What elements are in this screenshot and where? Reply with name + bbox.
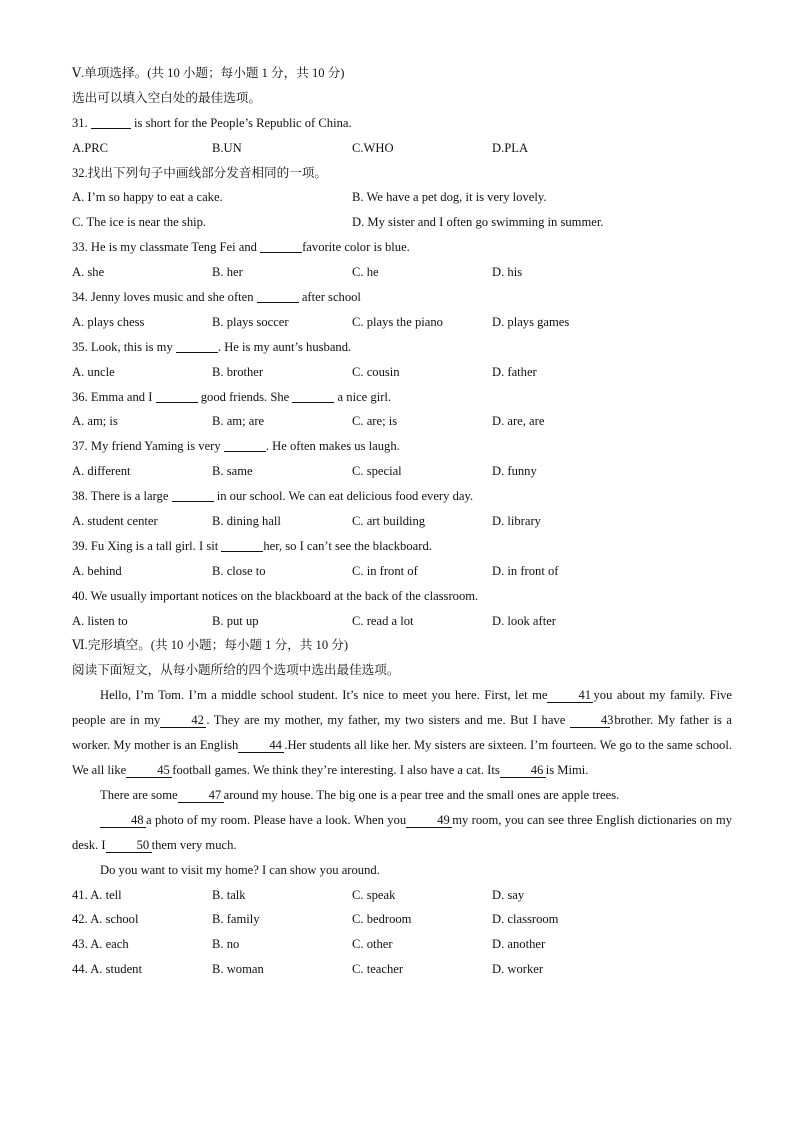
option-b: B.UN — [212, 140, 242, 155]
option-d: D. look after — [492, 613, 556, 628]
q31-text-post: is short for the People’s Republic of China. — [130, 115, 352, 130]
option-c: C. other — [352, 937, 393, 952]
q38-text-post: in our school. We can eat delicious food every day. — [213, 489, 474, 504]
option-d: D. plays games — [492, 314, 570, 329]
passage-text: .Her students all like her. My sisters are sixteen. I’m fourteen. We go to the same school. We all like — [72, 738, 733, 777]
question-43-options — [72, 932, 732, 957]
q39-text-pre: 39. Fu Xing is a tall girl. I sit — [72, 538, 222, 553]
question-36 — [72, 385, 732, 410]
option-c: C. The ice is near the ship. — [72, 215, 207, 230]
option-d: D. funny — [492, 464, 537, 479]
passage-text: is Mimi. — [545, 762, 589, 777]
blank-42: 42 — [160, 713, 206, 728]
question-37-options — [72, 459, 732, 484]
answer-blank — [224, 437, 266, 452]
option-b: B. put up — [212, 613, 259, 628]
passage-text: a photo of my room. Please have a look. When you — [146, 812, 407, 827]
option-d: D. are, are — [492, 414, 545, 429]
question-40: 40. We usually important notices on the blackboard at the back of the classroom. — [72, 588, 479, 603]
question-39-options — [72, 559, 732, 584]
option-c: C.WHO — [352, 140, 394, 155]
passage-text: There are some — [100, 787, 178, 802]
option-d: D.PLA — [492, 140, 529, 155]
q35-text-post: . He is my aunt’s husband. — [217, 339, 352, 354]
option-c: C. bedroom — [352, 912, 412, 927]
answer-blank — [221, 537, 263, 552]
option-a: 43. A. each — [72, 937, 129, 952]
question-41-options — [72, 883, 732, 908]
option-b: B. talk — [212, 887, 246, 902]
option-b: B. her — [212, 265, 243, 280]
q33-text-post: favorite color is blue. — [302, 240, 410, 255]
option-a: A. am; is — [72, 414, 118, 429]
q37-text-pre: 37. My friend Yaming is very — [72, 439, 224, 454]
option-c: C. speak — [352, 887, 396, 902]
passage-text: football games. We think they’re interesting. I also have a cat. Its — [172, 762, 500, 777]
passage-text: around my house. The big one is a pear tree and the small ones are apple trees. — [223, 787, 620, 802]
blank-48: 48 — [100, 813, 146, 828]
passage-text: my room, you can see three English dictionaries on my desk. I — [72, 812, 732, 852]
option-c: C. in front of — [352, 563, 418, 578]
blank-50: 50 — [106, 838, 152, 853]
q36-text-post: a nice girl. — [334, 389, 392, 404]
question-34-options — [72, 310, 732, 335]
option-b: B. dining hall — [212, 514, 281, 529]
option-b: B. am; are — [212, 414, 265, 429]
q39-text-post: her, so I can’t see the blackboard. — [263, 538, 432, 553]
option-c: C. teacher — [352, 962, 404, 977]
section6-title: Ⅵ.完形填空。(共 10 小题；每小题 1 分，共 10 分) — [72, 638, 349, 653]
question-35-options — [72, 360, 732, 385]
option-c: C. are; is — [352, 414, 398, 429]
q35-text-pre: 35. Look, this is my — [72, 339, 176, 354]
option-a: A.PRC — [72, 140, 109, 155]
option-b: B. same — [212, 464, 253, 479]
option-a: A. student center — [72, 514, 158, 529]
option-a: 41. A. tell — [72, 887, 122, 902]
option-d: D. classroom — [492, 912, 559, 927]
q33-text-pre: 33. He is my classmate Teng Fei and — [72, 240, 261, 255]
option-b: B. family — [212, 912, 260, 927]
answer-blank — [91, 114, 131, 129]
passage-text: Hello, I’m Tom. I’m a middle school student. It’s nice to meet you here. First, let me — [100, 688, 548, 703]
section6-instruction: 阅读下面短文，从每小题所给的四个选项中选出最佳选项。 — [72, 663, 400, 678]
option-d: D. worker — [492, 962, 544, 977]
blank-44: 44 — [238, 738, 284, 753]
question-33 — [72, 235, 732, 260]
passage-text: them very much. — [151, 837, 237, 852]
q34-text-post: after school — [298, 290, 361, 305]
q34-text-pre: 34. Jenny loves music and she often — [72, 290, 257, 305]
option-d: D. another — [492, 937, 546, 952]
option-c: C. he — [352, 265, 379, 280]
option-a: A. listen to — [72, 613, 128, 628]
question-32-options-cd — [72, 210, 732, 235]
option-c: C. special — [352, 464, 402, 479]
blank-45: 45 — [126, 763, 172, 778]
option-d: D. father — [492, 364, 537, 379]
q36-text-mid: good friends. She — [197, 389, 293, 404]
option-a: A. I’m so happy to eat a cake. — [72, 190, 223, 205]
option-d: D. library — [492, 514, 541, 529]
question-34 — [72, 285, 732, 310]
option-b: B. plays soccer — [212, 314, 289, 329]
passage-paragraph-1 — [72, 683, 732, 783]
question-36-options — [72, 409, 732, 434]
passage-text: . They are my mother, my father, my two sisters and me. But I have — [206, 713, 570, 728]
blank-41: 41 — [547, 688, 593, 703]
option-b: B. We have a pet dog, it is very lovely. — [352, 190, 547, 205]
option-a: A. different — [72, 464, 131, 479]
question-32: 32.找出下列句子中画线部分发音相同的一项。 — [72, 165, 328, 180]
option-d: D. in front of — [492, 563, 559, 578]
option-a: A. she — [72, 265, 105, 280]
exam-page — [72, 61, 732, 982]
answer-blank — [260, 238, 302, 253]
passage-text: you about my family. Five people are in my — [72, 688, 733, 728]
answer-blank — [176, 338, 218, 353]
blank-49: 49 — [406, 813, 452, 828]
option-b: B. brother — [212, 364, 264, 379]
section5-instruction: 选出可以填入空白处的最佳选项。 — [72, 90, 261, 105]
option-b: B. close to — [212, 563, 266, 578]
q31-text-pre: 31. — [72, 115, 91, 130]
option-c: C. plays the piano — [352, 314, 443, 329]
question-35 — [72, 335, 732, 360]
blank-43: 43 — [570, 713, 610, 728]
q37-text-post: . He often makes us laugh. — [265, 439, 400, 454]
answer-blank — [257, 288, 299, 303]
question-31-options — [72, 136, 732, 161]
question-40-options — [72, 609, 732, 634]
passage-text: brother. My father is a worker. My mother is an English — [72, 713, 732, 753]
answer-blank — [156, 388, 198, 403]
question-33-options — [72, 260, 732, 285]
question-37 — [72, 434, 732, 459]
option-d: D. his — [492, 265, 523, 280]
answer-blank — [172, 487, 214, 502]
option-d: D. say — [492, 887, 525, 902]
option-a: A. behind — [72, 563, 122, 578]
answer-blank — [292, 388, 334, 403]
q36-text-pre: 36. Emma and I — [72, 389, 156, 404]
question-32-options-ab — [72, 185, 732, 210]
passage-paragraph-4: Do you want to visit my home? I can show you around. — [100, 862, 380, 877]
question-44-options — [72, 957, 732, 982]
question-39 — [72, 534, 732, 559]
passage-paragraph-3 — [72, 808, 732, 858]
q38-text-pre: 38. There is a large — [72, 489, 172, 504]
question-38 — [72, 484, 732, 509]
blank-47: 47 — [178, 788, 224, 803]
option-c: C. read a lot — [352, 613, 414, 628]
option-a: A. plays chess — [72, 314, 145, 329]
option-b: B. no — [212, 937, 240, 952]
option-a: 44. A. student — [72, 962, 142, 977]
blank-46: 46 — [500, 763, 546, 778]
option-c: C. art building — [352, 514, 426, 529]
option-c: C. cousin — [352, 364, 400, 379]
question-38-options — [72, 509, 732, 534]
question-42-options — [72, 907, 732, 932]
option-b: B. woman — [212, 962, 264, 977]
option-a: A. uncle — [72, 364, 115, 379]
question-31 — [72, 111, 732, 136]
passage-paragraph-2 — [72, 783, 732, 808]
option-a: 42. A. school — [72, 912, 139, 927]
option-d: D. My sister and I often go swimming in summer. — [352, 215, 604, 230]
section5-title: Ⅴ.单项选择。(共 10 小题；每小题 1 分，共 10 分) — [72, 66, 345, 80]
